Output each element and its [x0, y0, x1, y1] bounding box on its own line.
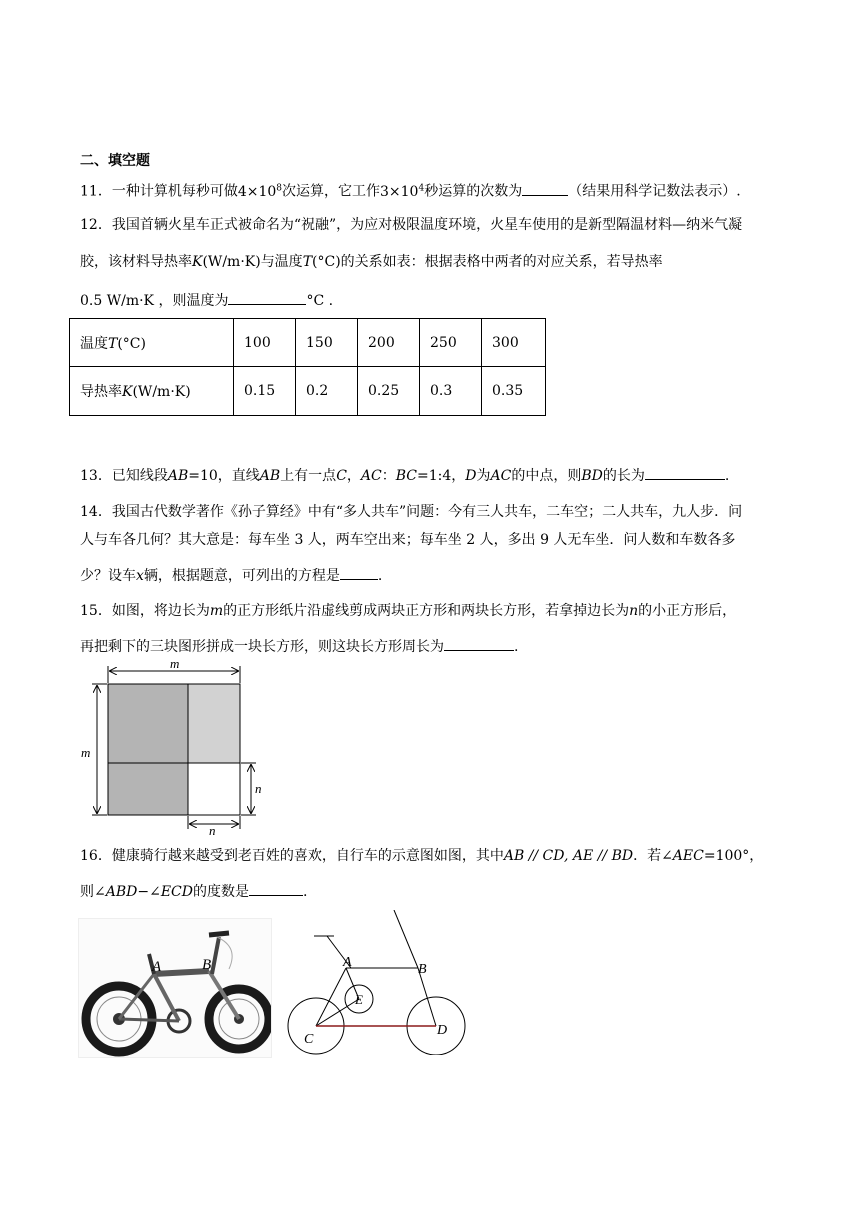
- diagram-label-a: A: [343, 955, 352, 970]
- q11-expr1: $4\times 10^8$: [237, 183, 283, 200]
- bicycle-photo: [78, 918, 272, 1058]
- table-header-conductivity: 导热率K(W/m·K): [70, 367, 234, 416]
- table-row: [70, 319, 546, 367]
- q12-number: 12．: [80, 217, 112, 233]
- temperature-conductivity-table: [69, 318, 546, 416]
- square-cut-figure: [78, 655, 268, 835]
- question-14-line1: 14．我国古代数学著作《孙子算经》中有“多人共车”问题：今有三人共车，二车空；二人共车，九人步．问: [80, 504, 743, 520]
- small-square: [188, 763, 240, 815]
- q12-answer-blank[interactable]: [228, 290, 306, 305]
- table-header-temperature: 温度T(°C): [70, 319, 234, 367]
- q13-number: 13．: [80, 468, 112, 484]
- q11-answer-blank[interactable]: [522, 181, 568, 196]
- table-cell: 0.15: [234, 367, 296, 416]
- table-cell: 150: [296, 319, 358, 367]
- diagram-label-c: C: [304, 1032, 314, 1047]
- question-11: 11．一种计算机每秒可做$4\times 10^8$次运算，它工作$3\times 10^4$秒运算的次数为 （结果用科学记数法表示）.: [80, 178, 741, 202]
- label-n-right: n: [255, 781, 262, 796]
- rectangle-bottom-left: [108, 763, 188, 815]
- question-12-line1: 12．我国首辆火星车正式被命名为“祝融”，为应对极限温度环境，火星车使用的是新型隔温材料—纳米气凝: [80, 217, 743, 233]
- table-cell: 300: [482, 319, 546, 367]
- q13-answer-blank[interactable]: [645, 465, 725, 480]
- question-16-line1: 16．健康骑行越来越受到老百姓的喜欢，自行车的示意图如图，其中AB // CD, AE // BD．若∠AEC=100°，: [80, 848, 764, 864]
- question-12-line2: 胶，该材料导热率K(W/m·K)与温度T(°C)的关系如表：根据表格中两者的对应关系，若导热率: [80, 254, 663, 270]
- diagram-label-b: B: [418, 962, 427, 977]
- diagram-label-d: D: [437, 1023, 448, 1038]
- q16-answer-blank[interactable]: [249, 881, 303, 896]
- photo-label-a: A: [152, 959, 162, 975]
- table-cell: 100: [234, 319, 296, 367]
- bicycle-diagram: [282, 910, 467, 1055]
- label-m-top: m: [170, 656, 180, 671]
- question-13: 13．已知线段AB=10，直线AB上有一点C，AC：BC=1:4，D为AC的中点，则BD的长为 .: [80, 465, 729, 486]
- large-square: [108, 684, 188, 763]
- table-cell: 0.25: [358, 367, 420, 416]
- q15-answer-blank[interactable]: [444, 636, 514, 651]
- question-15-line1: 15．如图，将边长为m的正方形纸片沿虚线剪成两块正方形和两块长方形，若拿掉边长为n的小正方形后，: [80, 603, 737, 619]
- label-n-bottom: n: [209, 823, 216, 835]
- q11-number: 11．: [80, 183, 112, 200]
- question-14-line3: 少？设车x辆，根据题意，可列出的方程是 .: [80, 565, 382, 586]
- table-cell: 250: [420, 319, 482, 367]
- bicycle-photo-drawing: [79, 919, 271, 1057]
- question-16-line2: 则∠ABD−∠ECD的度数是 .: [80, 881, 307, 902]
- question-15-line2: 再把剩下的三块图形拼成一块长方形，则这块长方形周长为 .: [80, 636, 518, 657]
- diagram-label-e: E: [355, 992, 363, 1007]
- q15-number: 15．: [80, 603, 112, 619]
- q14-answer-blank[interactable]: [340, 565, 378, 580]
- table-cell: 0.3: [420, 367, 482, 416]
- q11-text: 一种计算机每秒可做: [111, 183, 238, 200]
- table-cell: 200: [358, 319, 420, 367]
- q16-number: 16．: [80, 848, 112, 864]
- label-m-left: m: [81, 745, 91, 760]
- photo-label-b: B: [202, 957, 212, 973]
- question-14-line2: 人与车各几何？其大意是：每车坐 3 人，两车空出来；每车坐 2 人，多出 9 人无车坐．问人数和车数各多: [80, 532, 736, 548]
- table-cell: 0.2: [296, 367, 358, 416]
- question-12-line3: 0.5 W/m·K ，则温度为 °C .: [80, 290, 333, 311]
- q14-number: 14．: [80, 504, 112, 520]
- section-title: 二、填空题: [80, 153, 150, 169]
- rectangle-top-right: [188, 684, 240, 763]
- table-row: [70, 367, 546, 416]
- table-cell: 0.35: [482, 367, 546, 416]
- q11-expr2: $3\times 10^4$: [380, 183, 425, 200]
